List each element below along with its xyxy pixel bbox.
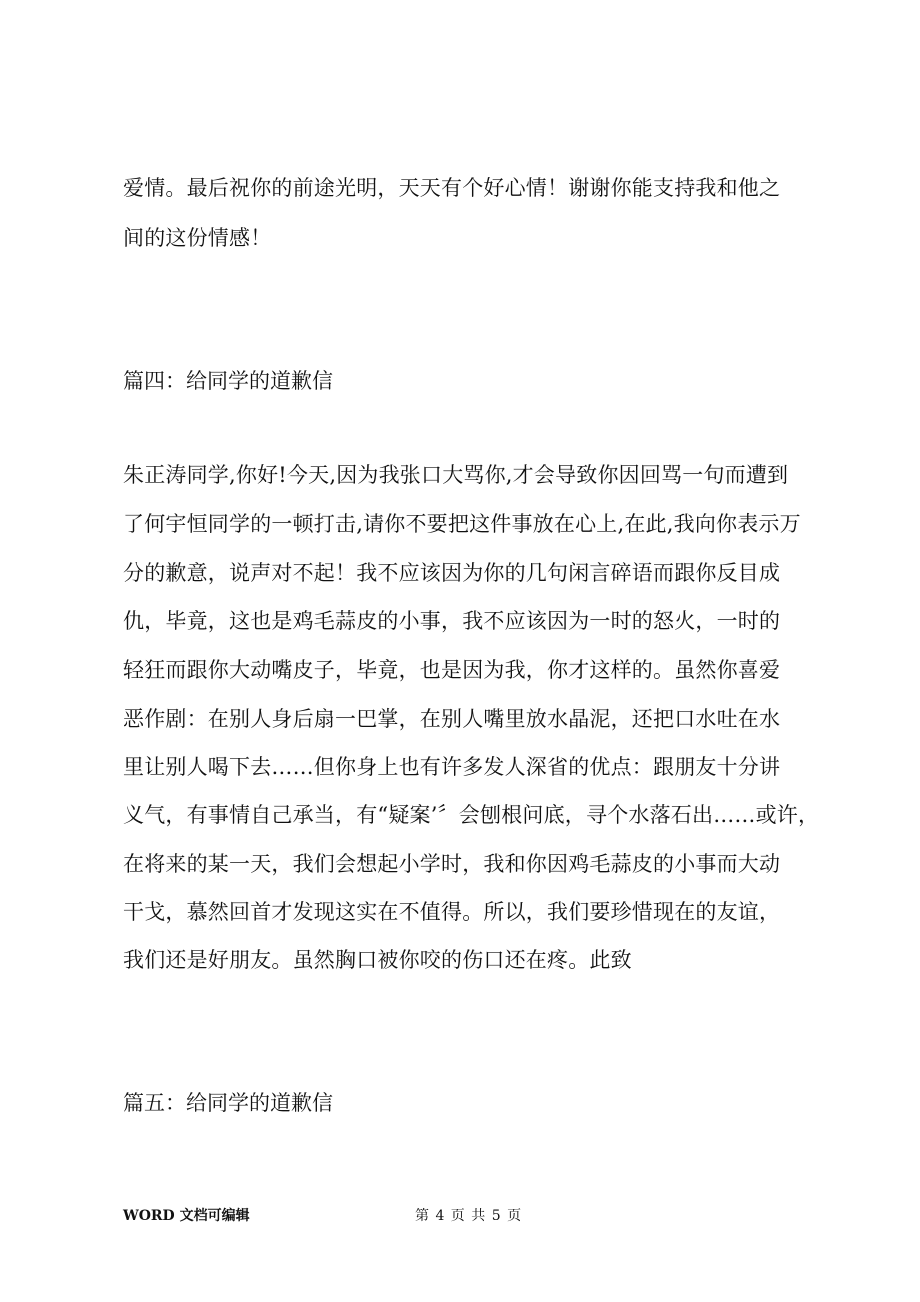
- section-five-heading: 篇五：给同学的道歉信: [123, 1091, 333, 1115]
- paragraph-line: 我们还是好朋友。虽然胸口被你咬的伤口还在疼。此致: [123, 948, 632, 972]
- paragraph-line: 了何宇恒同学的一顿打击,请你不要把这件事放在心上,在此,我向你表示万: [123, 512, 801, 536]
- paragraph-line: 轻狂而跟你大动嘴皮子，毕竟，也是因为我，你才这样的。虽然你喜爱: [123, 658, 781, 682]
- footer-page-number: 第 4 页 共 5 页: [415, 1208, 523, 1224]
- paragraph-line: 分的歉意，说声对不起！我不应该因为你的几句闲言碎语而跟你反目成: [123, 561, 781, 585]
- section-four-heading: 篇四：给同学的道歉信: [123, 369, 333, 393]
- paragraph-line: 朱正涛同学,你好!今天,因为我张口大骂你,才会导致你因回骂一句而遭到: [123, 463, 789, 487]
- paragraph-line: 爱情。最后祝你的前途光明，天天有个好心情！谢谢你能支持我和他之: [123, 176, 781, 200]
- paragraph-line: 义气，有事情自己承当，有“疑案’〞会刨根问底，寻个水落石出……或许，: [123, 803, 820, 827]
- paragraph-line: 恶作剧：在别人身后扇一巴掌，在别人嘴里放水晶泥，还把口水吐在水: [123, 707, 781, 731]
- paragraph-line: 干戈，慕然回首才发现这实在不值得。所以，我们要珍惜现在的友谊，: [123, 900, 781, 924]
- paragraph-line: 里让别人喝下去……但你身上也有许多发人深省的优点：跟朋友十分讲: [123, 755, 781, 779]
- paragraph-line: 在将来的某一天，我们会想起小学时，我和你因鸡毛蒜皮的小事而大动: [123, 852, 781, 876]
- footer-editable-label: WORD 文档可编辑: [123, 1208, 250, 1224]
- paragraph-line: 仇，毕竟，这也是鸡毛蒜皮的小事，我不应该因为一时的怒火，一时的: [123, 609, 781, 633]
- paragraph-line: 间的这份情感！: [123, 226, 272, 250]
